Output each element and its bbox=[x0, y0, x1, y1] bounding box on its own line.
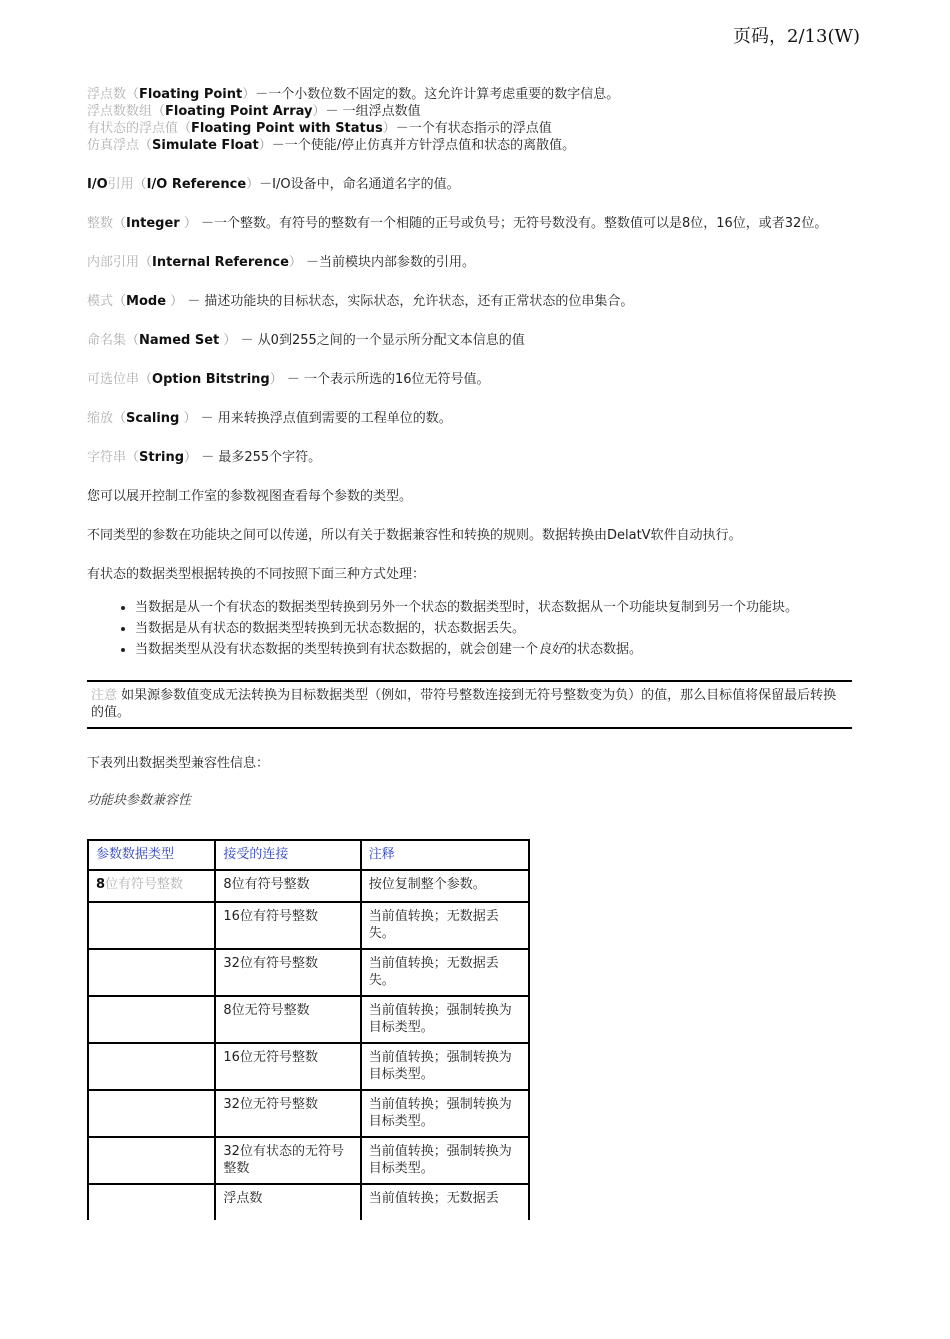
definition-text: －一个整数。有符号的整数有一个相随的正号或负号；无符号数没有。整数值可以是8位，16位，或者32位。 bbox=[196, 216, 828, 231]
definition-option-bitstring: 可选位串（Option Bitstring） － 一个表示所选的16位无符号值。 bbox=[87, 372, 490, 387]
table-row bbox=[88, 1137, 529, 1184]
definition-internal-reference: 内部引用（Internal Reference） －当前模块内部参数的引用。 bbox=[87, 255, 476, 270]
status-handling-list bbox=[87, 599, 852, 658]
definition-text: －一个使能/停止仿真并方针浮点值和状态的离散值。 bbox=[271, 138, 576, 153]
term-english: Floating Point with Status bbox=[191, 121, 383, 136]
term-english: Simulate Float bbox=[152, 138, 259, 153]
definition-text: － 描述功能块的目标状态，实际状态，允许状态，还有正常状态的位串集合。 bbox=[183, 294, 634, 309]
definition-floating-point: 浮点数（Floating Point）－一个小数位数不固定的数。这允许计算考虑重要的数字信息。 bbox=[87, 87, 620, 102]
term-english: Scaling bbox=[126, 411, 180, 426]
table-cell-note: 按位复制整个参数。 bbox=[361, 870, 529, 902]
table-cell-type bbox=[88, 1090, 215, 1137]
term-english: I/O Reference bbox=[146, 177, 247, 192]
emphasis-good: 良好 bbox=[538, 642, 565, 657]
definition-io-reference: I/O引用（I/O Reference）－I/O设备中，命名通道名字的值。 bbox=[87, 177, 460, 192]
definition-string: 字符串（String） － 最多255个字符。 bbox=[87, 450, 322, 465]
table-caption: 功能块参数兼容性 bbox=[87, 793, 192, 808]
definition-text: － 从0到255之间的一个显示所分配文本信息的值 bbox=[236, 333, 525, 348]
definition-text: － 用来转换浮点值到需要的工程单位的数。 bbox=[196, 411, 452, 426]
list-item: • 当数据是从一个有状态的数据类型转换到另外一个状态的数据类型时，状态数据从一个功能块复制到另一个功能块。 bbox=[135, 599, 852, 616]
definition-mode: 模式（Mode ） － 描述功能块的目标状态，实际状态，允许状态，还有正常状态的位串集合。 bbox=[87, 294, 634, 309]
definitions-group-1 bbox=[87, 86, 852, 154]
table-cell-connection: 32位有状态的无符号整数 bbox=[215, 1137, 360, 1184]
definition-floating-point-array: 浮点数数组（Floating Point Array）－ 一组浮点数值 bbox=[87, 104, 421, 119]
table-cell-connection: 32位有符号整数 bbox=[215, 949, 360, 996]
table-cell-connection: 16位有符号整数 bbox=[215, 902, 360, 949]
definition-floating-point-with-status: 有状态的浮点值（Floating Point with Status）－一个有状态指示的浮点值 bbox=[87, 121, 552, 136]
table-row bbox=[88, 1090, 529, 1137]
table-cell-note: 当前值转换；强制转换为目标类型。 bbox=[361, 1043, 529, 1090]
term-english: Option Bitstring bbox=[152, 372, 270, 387]
note-label: 注意 bbox=[91, 688, 118, 703]
definition-text: － 一个表示所选的16位无符号值。 bbox=[282, 372, 490, 387]
table-cell-note: 当前值转换；强制转换为目标类型。 bbox=[361, 996, 529, 1043]
table-cell-connection: 8位无符号整数 bbox=[215, 996, 360, 1043]
table-cell-connection: 8位有符号整数 bbox=[215, 870, 360, 902]
column-header: 注释 bbox=[361, 840, 529, 870]
definition-scaling: 缩放（Scaling ） － 用来转换浮点值到需要的工程单位的数。 bbox=[87, 411, 452, 426]
table-row bbox=[88, 1184, 529, 1220]
table-intro: 下表列出数据类型兼容性信息： bbox=[87, 756, 270, 771]
table-cell-type bbox=[88, 996, 215, 1043]
table-row bbox=[88, 996, 529, 1043]
note-text: 如果源参数值变成无法转换为目标数据类型（例如，带符号整数连接到无符号整数变为负）的值，那么目标值将保留最后转换的值。 bbox=[91, 688, 837, 720]
document-body bbox=[87, 86, 852, 1220]
table-header-row bbox=[88, 840, 529, 870]
table-cell-note: 当前值转换；无数据丢失。 bbox=[361, 902, 529, 949]
column-header: 接受的连接 bbox=[215, 840, 360, 870]
term-english: Floating Point Array bbox=[165, 104, 313, 119]
definition-simulate-float: 仿真浮点（Simulate Float）－一个使能/停止仿真并方针浮点值和状态的离散值。 bbox=[87, 138, 576, 153]
definition-text: － 最多255个字符。 bbox=[197, 450, 322, 465]
table-row bbox=[88, 870, 529, 902]
term-english: Named Set bbox=[139, 333, 220, 348]
table-cell-note: 当前值转换；强制转换为目标类型。 bbox=[361, 1090, 529, 1137]
list-item: • 当数据类型从没有状态数据的类型转换到有状态数据的，就会创建一个良好的状态数据。 bbox=[135, 641, 852, 658]
term-english: Integer bbox=[126, 216, 180, 231]
table-cell-connection: 32位无符号整数 bbox=[215, 1090, 360, 1137]
table-cell-note: 当前值转换；无数据丢失。 bbox=[361, 949, 529, 996]
term-english: Floating Point bbox=[139, 87, 243, 102]
definition-text: － 一组浮点数值 bbox=[325, 104, 421, 119]
table-cell-note: 当前值转换；无数据丢 bbox=[361, 1184, 529, 1220]
definition-text: －当前模块内部参数的引用。 bbox=[301, 255, 476, 270]
definition-text: －一个有状态指示的浮点值 bbox=[395, 121, 552, 136]
table-cell-type bbox=[88, 949, 215, 996]
paragraph-conversion-rules: 不同类型的参数在功能块之间可以传递，所以有关于数据兼容性和转换的规则。数据转换由DelatV软件自动执行。 bbox=[87, 528, 742, 543]
table-cell-note: 当前值转换；强制转换为目标类型。 bbox=[361, 1137, 529, 1184]
definition-text: －I/O设备中，命名通道名字的值。 bbox=[259, 177, 460, 192]
definition-named-set: 命名集（Named Set ） － 从0到255之间的一个显示所分配文本信息的值 bbox=[87, 333, 525, 348]
term-english: Mode bbox=[126, 294, 167, 309]
page-number: 页码，2/13(W) bbox=[733, 26, 860, 47]
table-row bbox=[88, 1043, 529, 1090]
definition-integer: 整数（Integer ） －一个整数。有符号的整数有一个相随的正号或负号；无符号数没有。整数值可以是8位，16位，或者32位。 bbox=[87, 216, 828, 231]
table-cell-type bbox=[88, 1043, 215, 1090]
table-cell-type: 8位有符号整数 bbox=[88, 870, 215, 902]
table-cell-connection: 16位无符号整数 bbox=[215, 1043, 360, 1090]
table-cell-type bbox=[88, 1184, 215, 1220]
paragraph-status-handling: 有状态的数据类型根据转换的不同按照下面三种方式处理： bbox=[87, 567, 426, 582]
table-cell-type bbox=[88, 902, 215, 949]
definition-text: －一个小数位数不固定的数。这允许计算考虑重要的数字信息。 bbox=[255, 87, 620, 102]
paragraph-parameter-view: 您可以展开控制工作室的参数视图查看每个参数的类型。 bbox=[87, 489, 413, 504]
table-row bbox=[88, 902, 529, 949]
term-english: String bbox=[139, 450, 185, 465]
compatibility-table bbox=[87, 839, 530, 1220]
table-row bbox=[88, 949, 529, 996]
note-box bbox=[87, 680, 852, 729]
list-item: • 当数据是从有状态的数据类型转换到无状态数据的，状态数据丢失。 bbox=[135, 620, 852, 637]
table-cell-connection: 浮点数 bbox=[215, 1184, 360, 1220]
table-cell-type bbox=[88, 1137, 215, 1184]
term-english: Internal Reference bbox=[152, 255, 289, 270]
column-header: 参数数据类型 bbox=[88, 840, 215, 870]
